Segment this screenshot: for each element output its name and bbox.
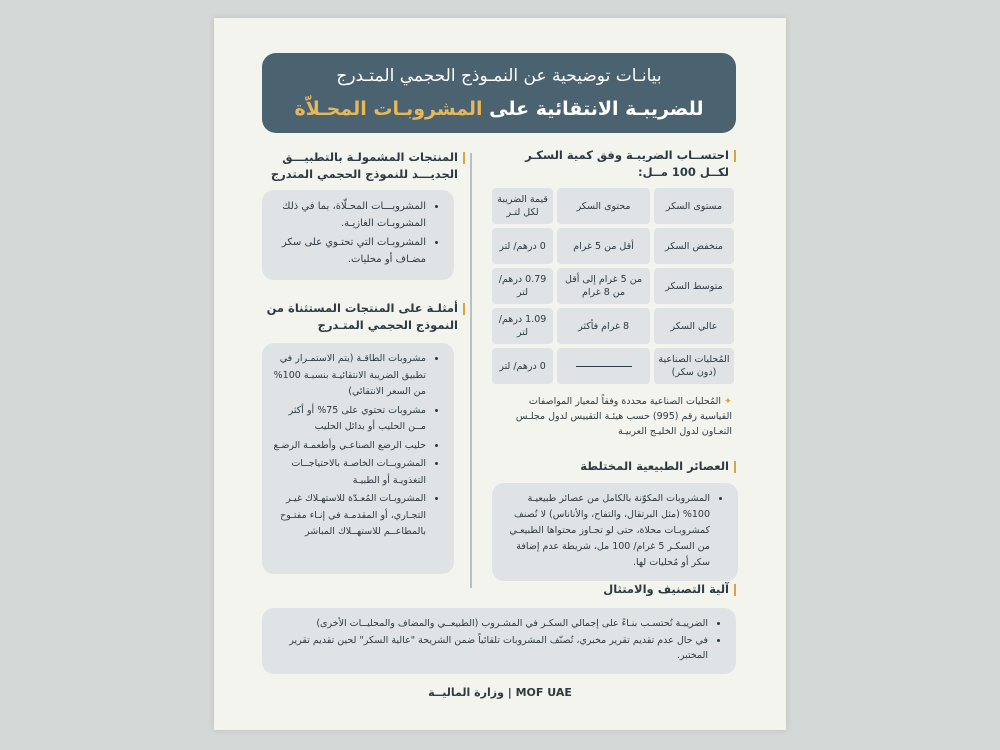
column-header: محتوى السكر <box>557 188 650 224</box>
included-products-heading <box>258 149 458 183</box>
title-line-2 <box>262 97 736 121</box>
column-divider <box>470 153 472 588</box>
table-row <box>492 348 734 384</box>
sugar-level-cell: المُحليات الصناعية (دون سكر) <box>654 348 734 384</box>
document-page <box>214 18 786 730</box>
column-header: قيمة الضريبة لكل لتـر <box>492 188 553 224</box>
natural-juices-card <box>492 483 738 581</box>
sugar-tax-table <box>488 184 738 388</box>
sugar-content-cell: أقل من 5 غرام <box>557 228 650 264</box>
title-banner <box>262 53 736 133</box>
table-row <box>492 268 734 304</box>
empty-dash <box>576 366 632 367</box>
title-line-2-highlight: المشروبـات المحـلاّة <box>294 98 483 120</box>
list-item: • في حال عدم تقديم تقرير مخبري، تُصنّف المشروبات تلقائياً ضمن الشريحة "عالية السكر" لحين تقديم تقرير المختبر. <box>272 633 708 663</box>
included-heading-line-2: الجديـــد للنموذج الحجمي المتدرج <box>270 167 458 181</box>
classification-heading: آلية التصنيف والامتثال <box>499 581 729 598</box>
ministry-footer: وزارة الماليــة | MOF UAE <box>428 686 572 699</box>
sugar-level-cell: عالي السكر <box>654 308 734 344</box>
title-line-1: بيانـات توضيحية عن النمـوذج الحجمي المتـدرج <box>336 66 662 86</box>
excluded-heading-line-2: النموذج الحجمي المتـدرج <box>317 318 458 332</box>
list-item: • المشروبات المكوّنة بالكامل من عصائر طبيعيـة 100% (مثل البرتقال، والتفاح، والأناناس) لا تُصنف كمشروبـات محلاة، حتى لو تجـاوز محتواها الطبيعـي من السكـر 5 غرام/ 100 مل، شريطة عدم إضافة سكر أو مُحليات لها. <box>502 491 710 571</box>
sweetener-note <box>496 394 732 439</box>
table-header-row <box>492 188 734 224</box>
excluded-products-card <box>262 343 454 574</box>
column-header: مستوى السكر <box>654 188 734 224</box>
list-item: • المشروبـات التي تحتـوي على سكر مضـاف أو محليات. <box>272 234 426 268</box>
sugar-heading-line-2: لكــل 100 مــل: <box>637 165 729 179</box>
tax-value-cell: 0 درهم/ لتر <box>492 348 553 384</box>
sugar-heading-line-1: احتســاب الضريبـة وفق كمية السكـر <box>525 148 729 162</box>
tax-value-cell: 1.09 درهم/ لتر <box>492 308 553 344</box>
included-heading-line-1: المنتجات المشمولـة بالتطبيـــق <box>282 150 458 164</box>
table-row <box>492 308 734 344</box>
tax-value-cell: 0 درهم/ لتر <box>492 228 553 264</box>
list-item: • مشروبات تحتوي على 75% أو أكثر مــن الحليب أو بدائل الحليب <box>272 403 426 436</box>
included-products-card <box>262 190 454 280</box>
sugar-content-cell <box>557 348 650 384</box>
sugar-section-heading <box>507 147 729 181</box>
sweetener-note-text: المُحليات الصناعية محددة وفقاً لمعيار المواصفات القياسية رقم (995) حسب هيئـة التقييس لدول مجلـس التعـاون لدول الخليـج العربيـة <box>515 396 732 437</box>
list-item: • المشروبــات الخاصـة بالاحتياجــات التغذويـة أو الطبيـة <box>272 456 426 489</box>
table-row <box>492 228 734 264</box>
natural-juices-heading: العصائر الطبيعية المختلطة <box>499 458 729 475</box>
sugar-level-cell: متوسط السكر <box>654 268 734 304</box>
excluded-products-heading <box>258 300 458 334</box>
sugar-content-cell: من 5 غرام إلى أقل من 8 غرام <box>557 268 650 304</box>
list-item: • المشروبـــات المحـلّاة، بما في ذلك المشروبـات الغازيـة. <box>272 198 426 232</box>
sugar-content-cell: 8 غرام فأكثر <box>557 308 650 344</box>
title-line-2-prefix: للضريبـة الانتقائية على <box>482 98 704 120</box>
list-item: • الضريبـة تُحتسـب بنـاءً على إجمالي السكـر في المشـروب (الطبيعــي والمضاف والمحليــات الأخرى) <box>272 616 708 631</box>
list-item: • المشروبـات المُعـدّة للاستهـلاك غيـر التجـاري، أو المقدمـة في إنـاء مفتـوح بالمطاعــم للاستهــلاك المباشر <box>272 491 426 541</box>
tax-value-cell: 0.79 درهم/ لتر <box>492 268 553 304</box>
list-item: • مشروبات الطاقـة (يتم الاستمـرار في تطبيق الضريبة الانتقائيـة بنسبـة 100% من السعر الانتقائي) <box>272 351 426 401</box>
note-bullet-icon: ✦ <box>721 396 732 407</box>
classification-card <box>262 608 736 674</box>
list-item: • حليب الرضع الصناعـي وأطعمـة الرضـع <box>272 438 426 455</box>
sugar-level-cell: منخفض السكر <box>654 228 734 264</box>
excluded-heading-line-1: أمثلـة على المنتجات المستثناة من <box>266 301 458 315</box>
